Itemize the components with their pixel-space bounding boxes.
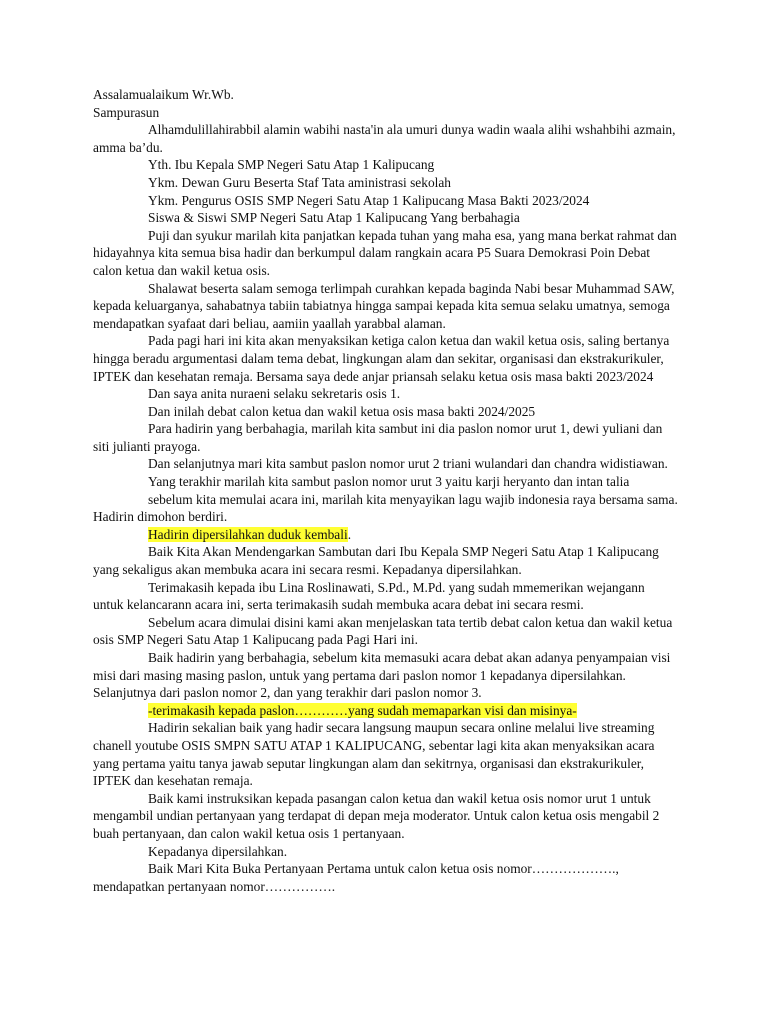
salutation-line: Siswa & Siswi SMP Negeri Satu Atap 1 Kalipucang Yang berbahagia — [148, 210, 520, 226]
salutation-line: Yth. Ibu Kepala SMP Negeri Satu Atap 1 Kalipucang — [148, 157, 435, 173]
greeting-line: Assalamualaikum Wr.Wb. — [93, 87, 234, 102]
paragraph: Baik Mari Kita Buka Pertanyaan Pertama untuk calon ketua osis nomor………………., mendapatkan pertanyaan nomor……………. — [93, 861, 619, 894]
paragraph: Yang terakhir marilah kita sambut paslon nomor urut 3 yaitu karji heryanto dan intan talia — [148, 474, 630, 490]
paragraph: Pada pagi hari ini kita akan menyaksikan ketiga calon ketua dan wakil ketua osis, saling bertanya hingga beradu argumentasi dalam tema debat, lingkungan alam dan sekitar, organisasi dan ekstrakurikuler, IPTEK dan kesehatan remaja. Bersama saya dede anjar priansah selaku ketua osis masa bakti 2023/2024 — [93, 333, 670, 384]
highlight-text: Hadirin dipersilahkan duduk kembali — [148, 526, 348, 542]
paragraph: Dan selanjutnya mari kita sambut paslon nomor urut 2 triani wulandari dan chandra widistiawan. — [148, 456, 668, 472]
paragraph: Alhamdulillahirabbil alamin wabihi nasta'in ala umuri dunya wadin waala alihi wshahbihi azmain, amma ba’du. — [93, 122, 676, 155]
salutation-line: Ykm. Dewan Guru Beserta Staf Tata aministrasi sekolah — [148, 174, 452, 190]
paragraph: Baik hadirin yang berbahagia, sebelum kita memasuki acara debat akan adanya penyampaian visi misi dari masing masing paslon, untuk yang pertama dari paslon nomor 1 kepadanya dipersilahkan. Selanjutnya dari paslon nomor 2, dan yang terakhir dari paslon nomor 3. — [93, 650, 671, 701]
paragraph: Puji dan syukur marilah kita panjatkan kepada tuhan yang maha esa, yang mana berkat rahmat dan hidayahnya kita semua bisa hadir dan berkumpul dalam rangkain acara P5 Suara Demokrasi Poin Debat calon ketua dan wakil ketua osis. — [93, 227, 677, 278]
document-body — [93, 86, 678, 895]
salutation-line: Ykm. Pengurus OSIS SMP Negeri Satu Atap 1 Kalipucang Masa Bakti 2023/2024 — [148, 192, 590, 208]
paragraph: Dan inilah debat calon ketua dan wakil ketua osis masa bakti 2024/2025 — [148, 403, 536, 419]
paragraph: Kepadanya dipersilahkan. — [148, 843, 288, 859]
highlight-suffix: . — [347, 526, 352, 542]
paragraph: Terimakasih kepada ibu Lina Roslinawati, S.Pd., M.Pd. yang sudah mmemerikan wejangann untuk kelancarann acara ini, serta terimakasih sudah membuka acara debat ini secara resmi. — [93, 579, 645, 613]
paragraph: Baik kami instruksikan kepada pasangan calon ketua dan wakil ketua osis nomor urut 1 untuk mengambil undian pertanyaan yang terdapat di depan meja moderator. Untuk calon ketua osis mengabil 2 buah pertanyaan, dan calon wakil ketua osis 1 pertanyaan. — [93, 790, 660, 841]
paragraph: Para hadirin yang berbahagia, marilah kita sambut ini dia paslon nomor urut 1, dewi yuliani dan siti julianti prayoga. — [93, 421, 663, 454]
paragraph: Sebelum acara dimulai disini kami akan menjelaskan tata tertib debat calon ketua dan wakil ketua osis SMP Negeri Satu Atap 1 Kalipucang pada Pagi Hari ini. — [93, 614, 673, 648]
paragraph: Hadirin sekalian baik yang hadir secara langsung maupun secara online melalui live streaming chanell youtube OSIS SMPN SATU ATAP 1 KALIPUCANG, sebentar lagi kita akan menyaksikan acara yang pertama yaitu tanya jawab seputar lingkungan alam dan sekitrnya, organisasi dan ekstrakurikuler, IPTEK dan kesehatan remaja. — [93, 720, 655, 789]
paragraph: Dan saya anita nuraeni selaku sekretaris osis 1. — [148, 386, 401, 402]
highlighted-paragraph — [93, 702, 678, 720]
highlighted-paragraph — [93, 526, 678, 544]
paragraph: Shalawat beserta salam semoga terlimpah curahkan kepada baginda Nabi besar Muhammad SAW, kepada keluarganya, sahabatnya tabiin tabiatnya hingga sampai kepada kita semua selaku umatnya, semoga mendapatkan syafaat dari beliau, aamiin yaallah yarabbal alaman. — [93, 280, 675, 331]
greeting-line: Sampurasun — [93, 104, 160, 120]
paragraph: sebelum kita memulai acara ini, marilah kita menyayikan lagu wajib indonesia raya bersama sama. Hadirin dimohon berdiri. — [93, 491, 678, 525]
highlight-text: -terimakasih kepada paslon…………yang sudah memaparkan visi dan misinya- — [148, 702, 577, 718]
paragraph: Baik Kita Akan Mendengarkan Sambutan dari Ibu Kepala SMP Negeri Satu Atap 1 Kalipucang yang sekaligus akan membuka acara ini secara resmi. Kepadanya dipersilahkan. — [93, 544, 659, 578]
